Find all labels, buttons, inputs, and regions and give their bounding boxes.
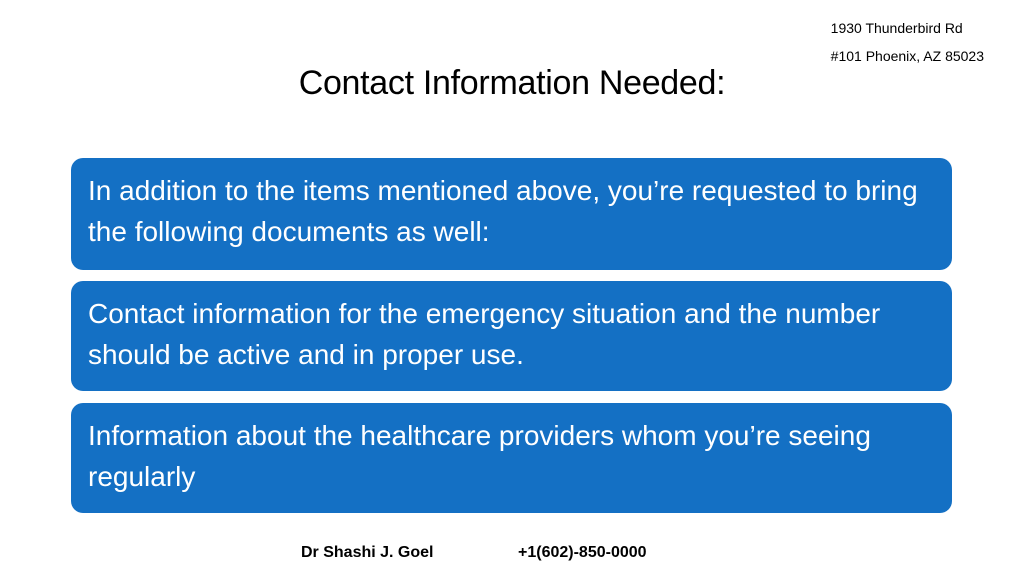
footer-phone-number: +1(602)-850-0000 <box>518 544 647 561</box>
page-title: Contact Information Needed: <box>298 64 726 102</box>
info-box-emergency-contact: Contact information for the emergency situation and the number should be active and in proper use. <box>71 281 952 391</box>
info-box-intro: In addition to the items mentioned above, you’re requested to bring the following documents as well: <box>71 158 952 270</box>
address-block <box>831 14 984 70</box>
footer-doctor-name: Dr Shashi J. Goel <box>301 544 434 561</box>
address-line-1: 1930 Thunderbird Rd <box>830 20 963 36</box>
info-box-healthcare-providers: Information about the healthcare providers whom you’re seeing regularly <box>71 403 952 513</box>
address-line-2: #101 Phoenix, AZ 85023 <box>830 48 984 64</box>
